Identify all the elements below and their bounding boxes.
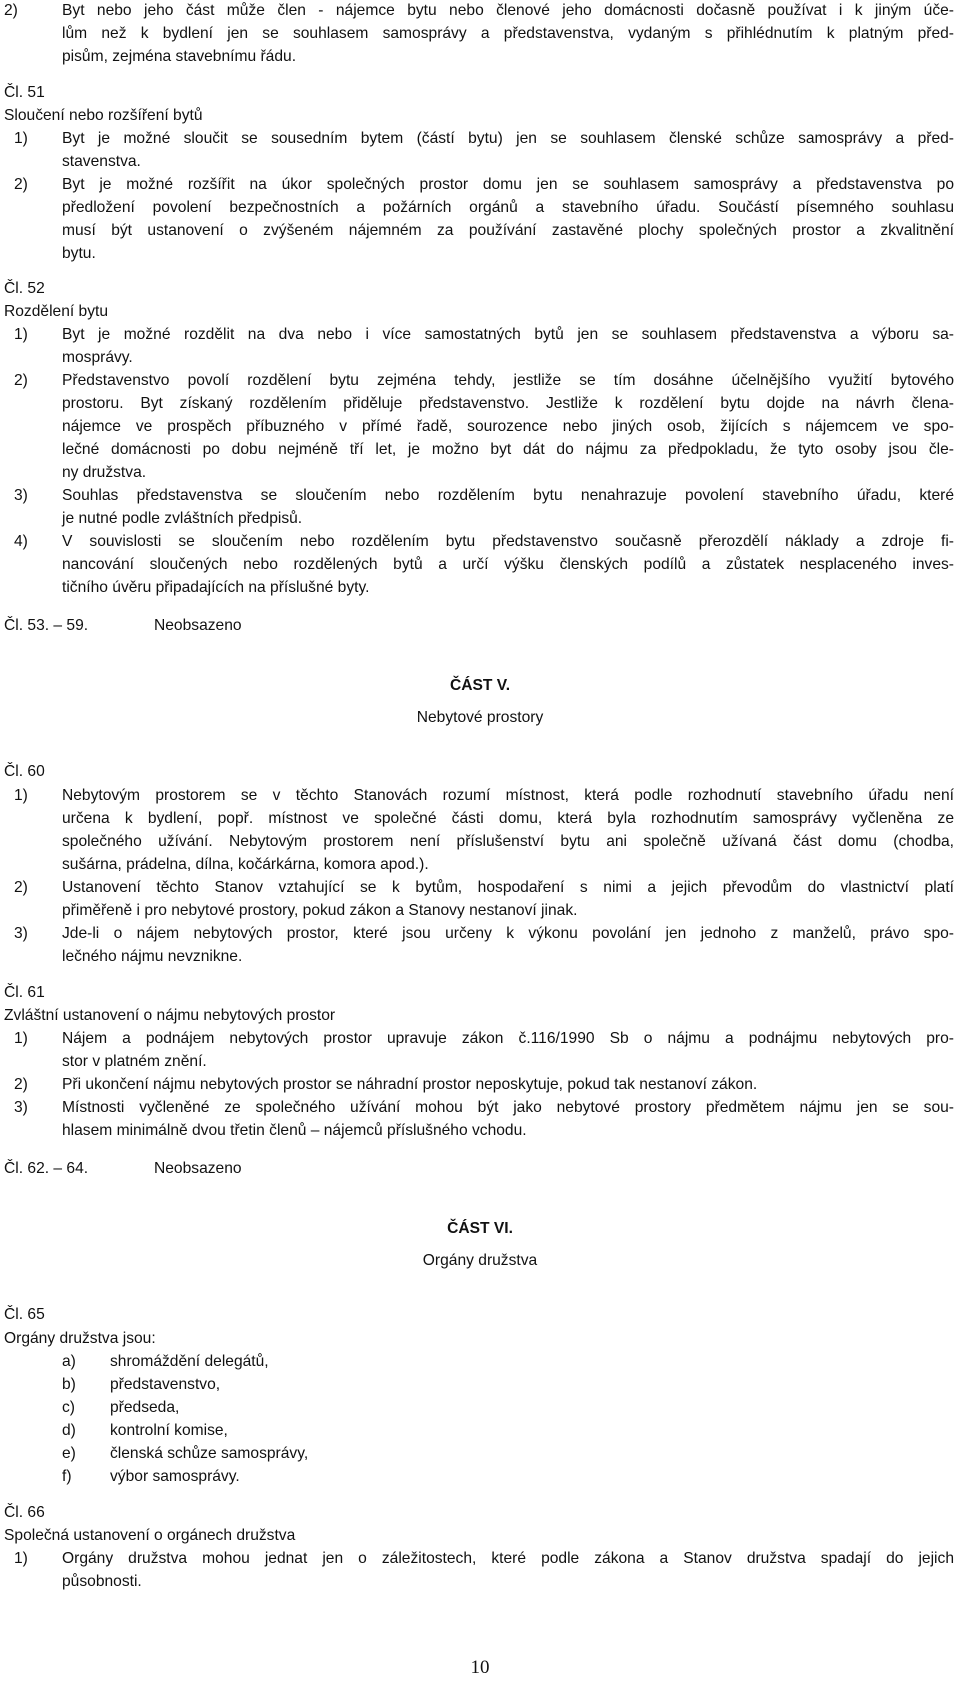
article-text: Neobsazeno [154, 617, 242, 634]
list-item: představenstvo, [110, 1376, 221, 1393]
text-line: Nebytovým prostorem se v těchto Stanovách rozumí místnost, která podle rozhodnutí stavebního úřadu není [62, 787, 954, 804]
text-line: musí být ustanovení o zvýšeném nájemném za používání zastavěné plochy společných prostor a zkvalitnění [62, 222, 954, 239]
list-item: výbor samosprávy. [110, 1468, 240, 1485]
text-line: nájemce ve prospěch příbuzného v přímé řadě, sourozence nebo jiných osob, žijících s nájemcem ve spo- [62, 418, 954, 435]
text-line: stavenstva. [62, 153, 141, 170]
article-title: Společná ustanovení o orgánech družstva [4, 1527, 296, 1544]
part-heading: ČÁST V. [449, 677, 511, 694]
item-number: 3) [14, 1099, 28, 1116]
item-number: 1) [14, 787, 28, 804]
text-line: Orgány družstva mohou jednat jen o záležitostech, které podle zákona a Stanov družstva spadají do jejich [62, 1550, 954, 1567]
text-line: stor v platném znění. [62, 1053, 207, 1070]
article-title: Orgány družstva jsou: [4, 1330, 156, 1347]
list-item: shromáždění delegátů, [110, 1353, 269, 1370]
text-line: předložení povolení bezpečnostních a požárních orgánů a stavebního úřadu. Součástí písemného souhlasu [62, 199, 954, 216]
part-heading: ČÁST VI. [447, 1220, 513, 1237]
text-line: přiměřeně i pro nebytové prostory, pokud zákon a Stanovy nestanoví jinak. [62, 902, 578, 919]
list-item-letter: d) [62, 1422, 76, 1439]
text-line: společného užívání. Nebytovým prostorem není příslušenství bytu ani společně užívaná část domu (chodba, [62, 833, 954, 850]
part-title: Orgány družstva [422, 1252, 538, 1269]
article-heading: Čl. 52 [4, 280, 45, 297]
text-line: prostoru. Byt získaný rozdělením přiděluje představenstvo. Jestliže k rozdělení bytu dojde na návrh člena- [62, 395, 954, 412]
article-title: Zvláštní ustanovení o nájmu nebytových prostor [4, 1007, 336, 1024]
item-number: 2) [14, 879, 28, 896]
article-title: Sloučení nebo rozšíření bytů [4, 107, 203, 124]
item-number: 2) [4, 2, 18, 19]
text-line: Při ukončení nájmu nebytových prostor se náhradní prostor neposkytuje, pokud tak nestanoví zákon. [62, 1076, 758, 1093]
text-line: Představenstvo povolí rozdělení bytu zejména tehdy, jestliže se tím dosáhne účelnějšího využití bytového [62, 372, 954, 389]
item-number: 1) [14, 1550, 28, 1567]
text-line: bytu. [62, 245, 96, 262]
list-item-letter: a) [62, 1353, 76, 1370]
item-number: 2) [14, 372, 28, 389]
text-line: Nájem a podnájem nebytových prostor upravuje zákon č.116/1990 Sb o nájmu a podnájmu nebytových pro- [62, 1030, 954, 1047]
article-heading: Čl. 60 [4, 763, 45, 780]
item-number: 3) [14, 925, 28, 942]
text-line: určena k bydlení, popř. místnost ve společné části domu, která byla rozhodnutím samosprávy vyčleněna ze [62, 810, 954, 827]
text-line: V souvislosti se sloučením nebo rozdělením bytu představenstvo současně přerozdělí náklady a zdroje fi- [62, 533, 954, 550]
article-heading: Čl. 61 [4, 984, 45, 1001]
list-item-letter: b) [62, 1376, 76, 1393]
text-line: působnosti. [62, 1573, 142, 1590]
article-heading: Čl. 65 [4, 1306, 45, 1323]
article-heading: Čl. 62. – 64. [4, 1160, 89, 1177]
article-heading: Čl. 53. – 59. [4, 617, 89, 634]
text-line: Místnosti vyčleněné ze společného užívání mohou být jako nebytové prostory předmětem nájmu jen se sou- [62, 1099, 954, 1116]
list-item-letter: f) [62, 1468, 72, 1485]
list-item: předseda, [110, 1399, 180, 1416]
item-number: 3) [14, 487, 28, 504]
list-item: členská schůze samosprávy, [110, 1445, 309, 1462]
article-heading: Čl. 51 [4, 84, 45, 101]
list-item-letter: c) [62, 1399, 75, 1416]
item-number: 2) [14, 176, 28, 193]
text-line: Byt nebo jeho část může člen - nájemce bytu nebo členové jeho domácnosti dočasně používat i k jiným úče- [62, 2, 954, 19]
text-line: je nutné podle zvláštních předpisů. [62, 510, 303, 527]
text-line: lečné domácnosti po dobu nejméně tří let, je možno byt dát do nájmu za předpokladu, že tyto osoby jsou čle- [62, 441, 954, 458]
article-text: Neobsazeno [154, 1160, 242, 1177]
item-number: 1) [14, 326, 28, 343]
text-line: tičního úvěru připadajících na příslušné byty. [62, 579, 370, 596]
text-line: Jde-li o nájem nebytových prostor, které jsou určeny k výkonu povolání jen jednoho z manželů, právo spo- [62, 925, 954, 942]
text-line: Ustanovení těchto Stanov vztahující se k bytům, hospodaření s nimi a jejich převodům do vlastnictví platí [62, 879, 954, 896]
text-line: ny družstva. [62, 464, 147, 481]
text-line: mosprávy. [62, 349, 133, 366]
text-line: Byt je možné rozšířit na úkor společných prostor domu jen se souhlasem samosprávy a představenstva po [62, 176, 954, 193]
text-line: lečného nájmu nevznikne. [62, 948, 243, 965]
article-title: Rozdělení bytu [4, 303, 109, 320]
item-number: 4) [14, 533, 28, 550]
part-title: Nebytové prostory [416, 709, 544, 726]
item-number: 1) [14, 1030, 28, 1047]
text-line: Souhlas představenstva se sloučením nebo rozdělením bytu nenahrazuje povolení stavebního úřadu, které [62, 487, 954, 504]
text-line: Byt je možné sloučit se sousedním bytem (částí bytu) jen se souhlasem členské schůze samosprávy a před- [62, 130, 954, 147]
text-line: Byt je možné rozdělit na dva nebo i více samostatných bytů jen se souhlasem představenstva a výboru sa- [62, 326, 954, 343]
text-line: pisům, zejména stavebnímu řádu. [62, 48, 297, 65]
list-item-letter: e) [62, 1445, 76, 1462]
article-heading: Čl. 66 [4, 1504, 45, 1521]
list-item: kontrolní komise, [110, 1422, 228, 1439]
text-line: hlasem minimálně dvou třetin členů – nájemců příslušného vchodu. [62, 1122, 527, 1139]
text-line: sušárna, prádelna, dílna, kočárkárna, komora apod.). [62, 856, 429, 873]
item-number: 2) [14, 1076, 28, 1093]
page-number: 10 [470, 1657, 490, 1678]
item-number: 1) [14, 130, 28, 147]
text-line: nancování sloučených nebo rozdělených bytů a určí výšku členských podílů a zůstatek nesplaceného inves- [62, 556, 954, 573]
text-line: lům než k bydlení jen se souhlasem samosprávy a představenstva, vydaným s přihlédnutím k platným před- [62, 25, 954, 42]
